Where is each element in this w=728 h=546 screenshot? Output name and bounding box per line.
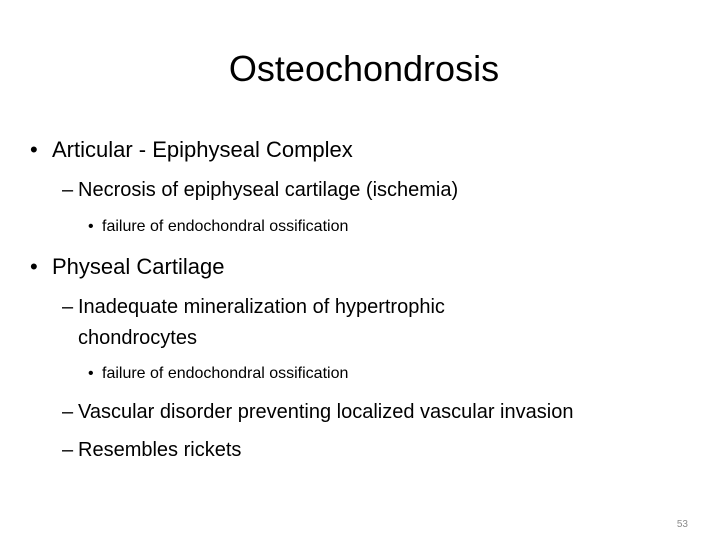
bullet-item-articular — [30, 135, 353, 165]
dash-icon: – — [62, 296, 74, 318]
sub-item-rickets — [62, 436, 241, 464]
page-number: 53 — [676, 519, 688, 530]
dash-icon: – — [62, 439, 74, 461]
sub-sub-item-text: failure of endochondral ossification — [102, 365, 349, 382]
sub-item-necrosis — [62, 176, 458, 204]
bullet-icon: • — [30, 254, 38, 279]
sub-item-text: chondrocytes — [78, 327, 197, 349]
bullet-icon: • — [88, 218, 94, 235]
sub-sub-item-failure-2 — [88, 363, 348, 385]
bullet-text: Articular - Epiphyseal Complex — [52, 137, 353, 162]
sub-item-text: Inadequate mineralization of hypertrophic — [78, 296, 445, 318]
bullet-icon: • — [30, 137, 38, 162]
bullet-text: Physeal Cartilage — [52, 254, 225, 279]
sub-item-text: Necrosis of epiphyseal cartilage (ischemia) — [78, 179, 459, 201]
sub-sub-item-text: failure of endochondral ossification — [102, 218, 349, 235]
dash-icon: – — [62, 179, 74, 201]
bullet-icon: • — [88, 365, 94, 382]
sub-sub-item-failure-1 — [88, 216, 348, 238]
sub-item-inadequate — [62, 293, 445, 321]
sub-item-inadequate-cont — [78, 324, 197, 352]
sub-item-vascular — [62, 398, 573, 426]
sub-item-text: Vascular disorder preventing localized vascular invasion — [78, 401, 574, 423]
bullet-item-physeal — [30, 252, 224, 282]
slide-title: Osteochondrosis — [228, 48, 500, 89]
dash-icon: – — [62, 401, 74, 423]
sub-item-text: Resembles rickets — [78, 439, 242, 461]
